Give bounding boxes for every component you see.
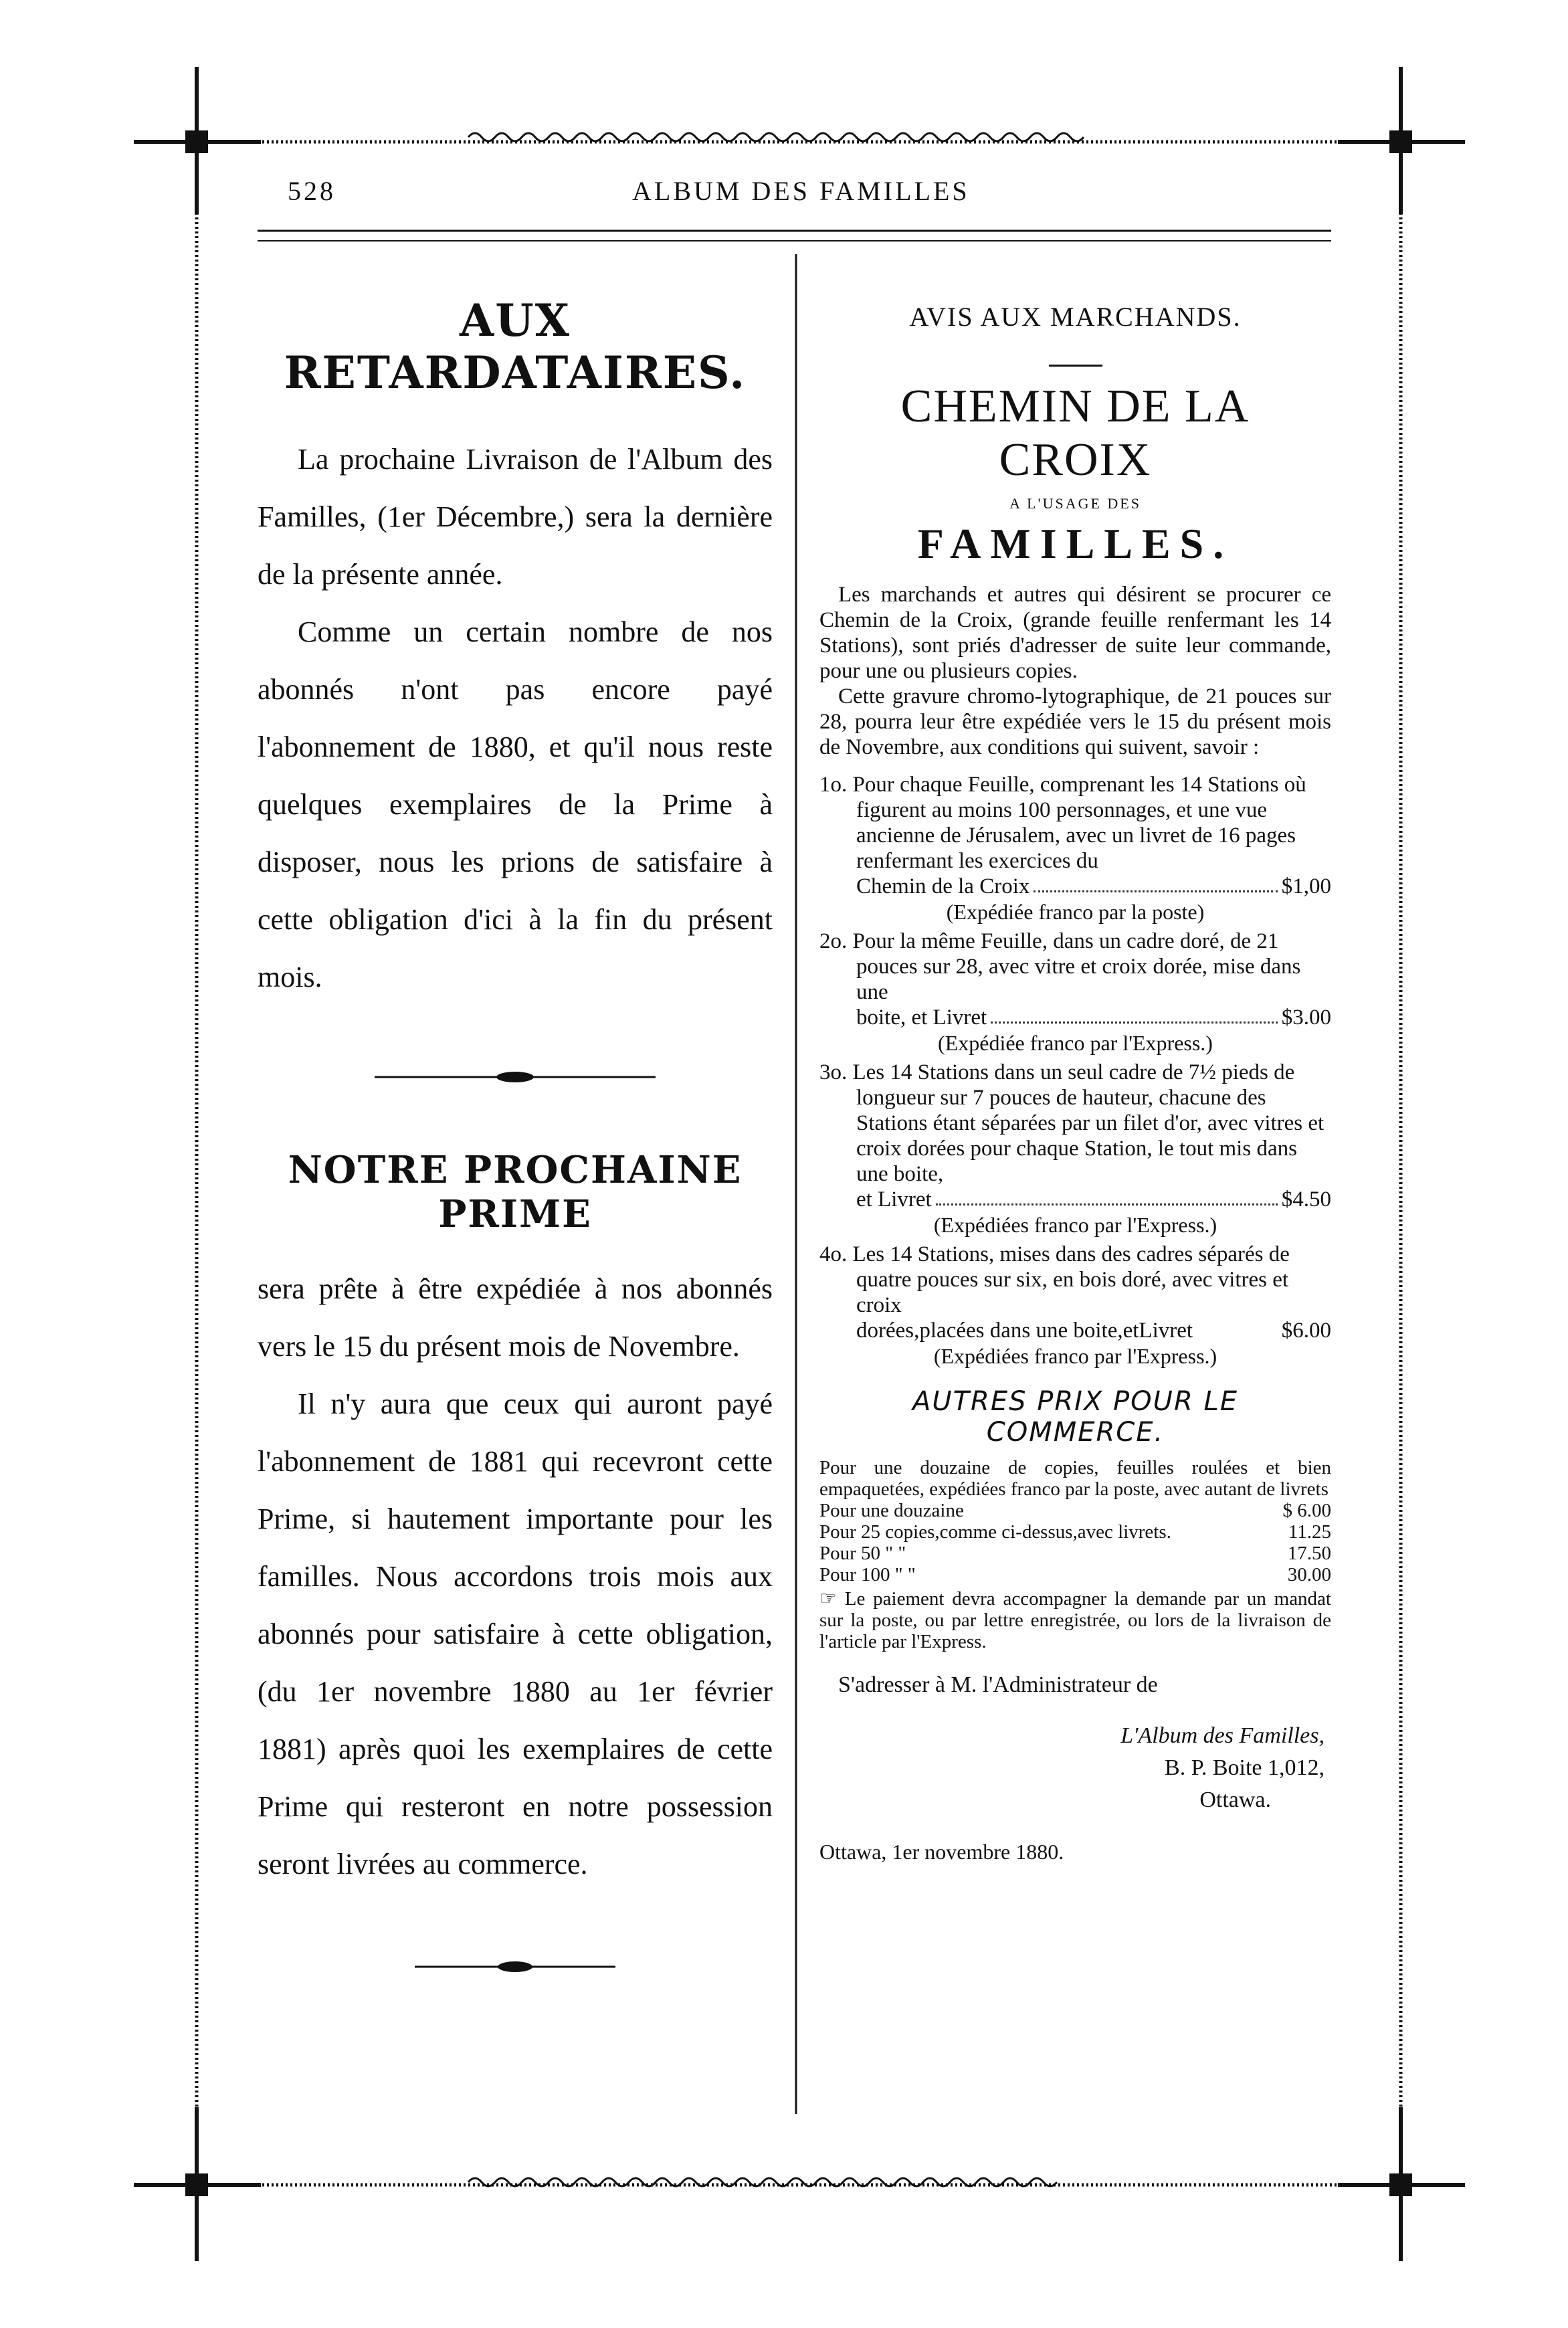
price-item-note: (Expédiées franco par l'Express.)	[933, 1213, 1217, 1237]
address-line-1: L'Album des Familles,	[1120, 1723, 1325, 1748]
price-item-last: Chemin de la Croix	[856, 874, 1030, 898]
price-item-last: dorées,placées dans une boite,etLivret	[856, 1319, 1193, 1343]
price-item-price: $6.00	[1281, 1319, 1331, 1343]
ornament-divider	[375, 1064, 656, 1090]
price-item-price: $1,00	[1281, 874, 1331, 898]
price-item-last: boite, et Livret	[856, 1005, 987, 1030]
paragraph-livraison: La prochaine Livraison de l'Album des Familles, (1er Décembre,) sera la dernière de la présente année.	[258, 443, 773, 591]
price-item-note: (Expédiées franco par l'Express.)	[933, 1344, 1217, 1368]
price-item-text: 4o. Les 14 Stations, mises dans des cadres séparés de quatre pouces sur six, en bois doré, avec vitres et croix	[819, 1242, 1290, 1317]
price-item	[819, 1242, 1331, 1369]
commerce-row: Pour 50 " " 17.50	[819, 1543, 1331, 1564]
address-line-3: Ottawa.	[1199, 1787, 1271, 1812]
ornament-divider-bottom	[415, 1953, 615, 1980]
short-rule	[1049, 365, 1102, 367]
heading-notre-prochaine-prime: NOTRE PROCHAINE PRIME	[288, 1148, 743, 1236]
commerce-intro: Pour une douzaine de copies, feuilles roulées et bien empaquetées, expédiées franco par la poste, avec autant de livrets	[819, 1457, 1331, 1500]
left-column	[258, 288, 773, 1980]
paragraph-prime-prete: sera prête à être expédiée à nos abonnés vers le 15 du présent mois de Novembre.	[258, 1272, 773, 1363]
commerce-row: Pour 100 " " 30.00	[819, 1564, 1331, 1585]
address-line-2: B. P. Boite 1,012,	[1165, 1755, 1325, 1780]
dateline: Ottawa, 1er novembre 1880.	[819, 1840, 1064, 1864]
running-title: ALBUM DES FAMILLES	[632, 176, 970, 206]
price-item-note: (Expédiée franco par la poste)	[946, 900, 1205, 924]
right-column	[819, 288, 1331, 1864]
avis-aux-marchands: AVIS AUX MARCHANDS.	[909, 302, 1242, 332]
page-number: 528	[288, 176, 336, 206]
price-item-text: 3o. Les 14 Stations dans un seul cadre de 7½ pieds de longueur sur 7 pouces de hauteur, chacune des Stations étant séparées par un filet d'or, avec vitres et croix dorées pour chaque Station, le tout mis dans une boite,	[819, 1060, 1325, 1186]
heading-chemin-de-la-croix: CHEMIN DE LA CROIX	[900, 381, 1250, 486]
price-item-text: 1o. Pour chaque Feuille, comprenant les 14 Stations où figurent au moins 100 personnages, et une vue ancienne de Jérusalem, avec un livret de 16 pages renfermant les exercices du	[819, 773, 1306, 873]
subheading-usage: A L'USAGE DES	[1009, 495, 1141, 512]
paragraph-abonnement-1881: Il n'y aura que ceux qui auront payé l'abonnement de 1881 qui recevront cette Prime, si hautement importante pour les familles. Nous accordons trois mois aux abonnés pour satisfaire à cette obligation, (du 1er novembre 1880 au 1er février 1881) après quoi les exemplaires de cette Prime qui resteront en notre possession seront livrées au commerce.	[258, 1387, 773, 1880]
price-list	[819, 772, 1331, 1369]
price-item-price: $3.00	[1281, 1005, 1331, 1030]
price-item-price: $4.50	[1281, 1187, 1331, 1211]
intro-marchands: Les marchands et autres qui désirent se procurer ce Chemin de la Croix, (grande feuille renfermant les 14 Stations), sont priés d'adresser de suite leur commande, pour une ou plusieurs copies.	[819, 583, 1331, 683]
paragraph-abonnes: Comme un certain nombre de nos abonnés n'ont pas encore payé l'abonnement de 1880, et qu'il nous reste quelques exemplaires de la Prime à disposer, nous les prions de satisfaire à cette obligation d'ici à la fin du présent mois.	[258, 615, 773, 993]
commerce-row: Pour 25 copies,comme ci-dessus,avec livrets. 11.25	[819, 1521, 1331, 1543]
price-item-text: 2o. Pour la même Feuille, dans un cadre doré, de 21 pouces sur 28, avec vitre et croix dorée, mise dans une	[819, 929, 1301, 1004]
price-item-note: (Expédiée franco par l'Express.)	[938, 1031, 1213, 1055]
commerce-table	[819, 1500, 1331, 1585]
price-item	[819, 772, 1331, 925]
intro-gravure: Cette gravure chromo-lytographique, de 21 pouces sur 28, pourra leur être expédiée vers le 15 du présent mois de Novembre, aux conditions qui suivent, savoir :	[819, 684, 1331, 759]
price-item	[819, 1060, 1331, 1238]
heading-autres-prix: AUTRES PRIX POUR LE COMMERCE.	[912, 1386, 1239, 1448]
pointing-hand-icon: ☞	[819, 1588, 837, 1610]
price-item	[819, 929, 1331, 1056]
price-item-last: et Livret	[856, 1187, 932, 1211]
commerce-row: Pour une douzaine $ 6.00	[819, 1500, 1331, 1521]
heading-familles: FAMILLES.	[917, 520, 1234, 567]
address-intro: S'adresser à M. l'Administrateur de	[838, 1672, 1158, 1697]
payment-note: ☞ Le paiement devra accompagner la demande par un mandat sur la poste, ou par lettre enregistrée, ou lors de la livraison de l'article par l'Express.	[819, 1588, 1331, 1652]
heading-aux-retardataires: AUX RETARDATAIRES.	[284, 294, 747, 399]
